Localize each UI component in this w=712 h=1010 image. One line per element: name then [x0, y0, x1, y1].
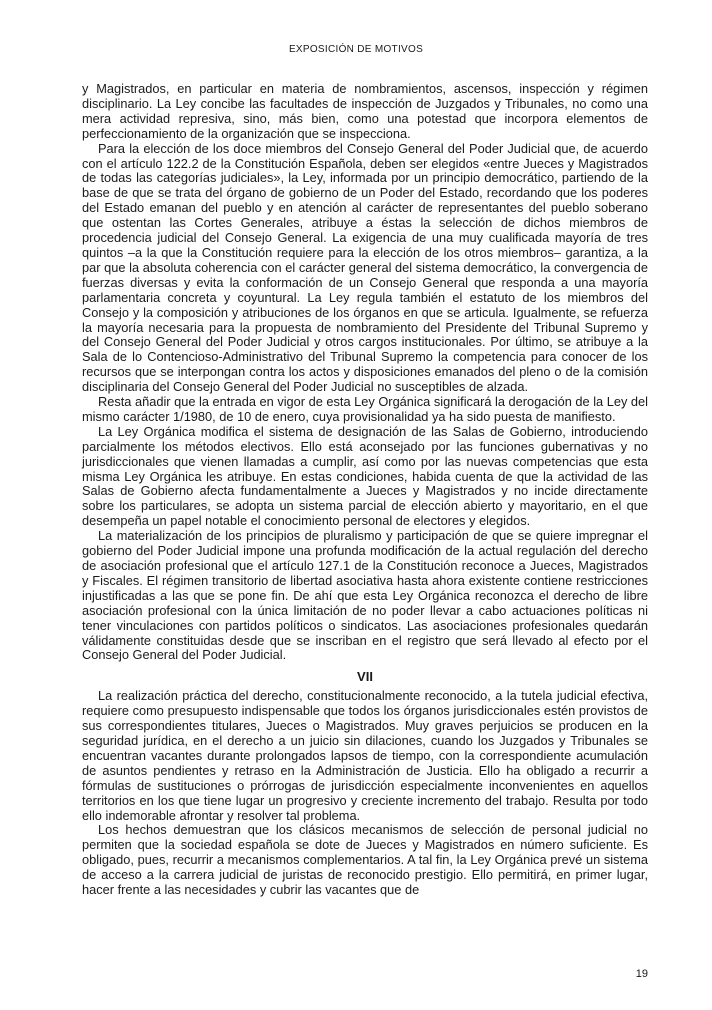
running-header: EXPOSICIÓN DE MOTIVOS [288, 44, 424, 55]
paragraph: Para la elección de los doce miembros del Consejo General del Poder Judicial que, de acuerdo con el artículo 122.2 de la Constitución Española, deben ser elegidos «entre Jueces y Magistrados de todas las categorías judiciales», la Ley, informada por un principio democrático, partiendo de la base de que se trata del órgano de gobierno de un Poder del Estado, recordando que los poderes del Estado emanan del pueblo y en atención al carácter de representantes del pueblo soberano que ostentan las Cortes Generales, atribuye a éstas la selección de dichos miembros de procedencia judicial del Consejo General. La exigencia de una muy cualificada mayoría de tres quintos –a la que la Constitución requiere para la elección de los otros miembros– garantiza, a la par que la absoluta coherencia con el carácter general del sistema democrático, la convergencia de fuerzas diversas y evita la conformación de un Consejo General que responda a una mayoría parlamentaria concreta y coyuntural. La Ley regula también el estatuto de los miembros del Consejo y la composición y atribuciones de los órganos en que se articula. Igualmente, se refuerza la mayoría necesaria para la propuesta de nombramiento del Presidente del Tribunal Supremo y del Consejo General del Poder Judicial y otros cargos institucionales. Por último, se atribuye a la Sala de lo Contencioso-Administrativo del Tribunal Supremo la competencia para conocer de los recursos que se interpongan contra los actos y disposiciones emanados del pleno o de la comisión disciplinaria del Consejo General del Poder Judicial no susceptibles de alzada. [82, 140, 648, 395]
section-heading: VII [357, 669, 373, 685]
paragraph: Resta añadir que la entrada en vigor de esta Ley Orgánica significará la derogación de la Ley del mismo carácter 1/1980, de 10 de enero, cuya provisionalidad ya ha sido puesta de manifiesto. [82, 394, 648, 424]
paragraph: Los hechos demuestran que los clásicos mecanismos de selección de personal judicial no permiten que la sociedad española se dote de Jueces y Magistrados en número suficiente. Es obligado, pues, recurrir a mecanismos complementarios. A tal fin, la Ley Orgánica prevé un sistema de acceso a la carrera judicial de juristas de reconocido prestigio. Ello permitirá, en primer lugar, hacer frente a las necesidades y cubrir las vacantes que de [82, 822, 648, 898]
page-number: 19 [635, 968, 648, 980]
paragraph: La realización práctica del derecho, constitucionalmente reconocido, a la tutela judicial efectiva, requiere como presupuesto indispensable que todos los órganos jurisdiccionales estén provistos de sus correspondientes titulares, Jueces o Magistrados. Muy graves perjuicios se producen en la seguridad jurídica, en el derecho a un juicio sin dilaciones, cuando los Juzgados y Tribunales se encuentran vacantes durante prolongados lapsos de tiempo, con la correspondiente acumulación de asuntos pendientes y retraso en la Administración de Justicia. Ello ha obligado a recurrir a fórmulas de sustituciones o prórrogas de jurisdicción especialmente inconvenientes en aquellos territorios en los que tiene lugar un progresivo y creciente incremento del trabajo. Resulta por todo ello indemorable afrontar y resolver tal problema. [82, 688, 648, 823]
body-text [82, 82, 648, 898]
paragraph: y Magistrados, en particular en materia de nombramientos, ascensos, inspección y régimen disciplinario. La Ley concibe las facultades de inspección de Juzgados y Tribunales, no como una mera actividad represiva, sino, más bien, como una potestad que incorpora elementos de perfeccionamiento de la organización que se inspecciona. [82, 81, 648, 141]
paragraph: La Ley Orgánica modifica el sistema de designación de las Salas de Gobierno, introduciendo parcialmente los métodos electivos. Ello está aconsejado por las funciones gubernativas y no jurisdiccionales que vienen llamadas a cumplir, así como por las nuevas competencias que esta misma Ley Orgánica les atribuye. En estas condiciones, habida cuenta de que la actividad de las Salas de Gobierno afecta fundamentalmente a Jueces y Magistrados y no incide directamente sobre los particulares, se adopta un sistema parcial de elección abierto y mayoritario, en el que desempeña un papel notable el conocimiento personal de electores y elegidos. [82, 423, 648, 529]
paragraph: La materialización de los principios de pluralismo y participación de que se quiere impregnar el gobierno del Poder Judicial impone una profunda modificación de la actual regulación del derecho de asociación profesional que el artículo 127.1 de la Constitución reconoce a Jueces, Magistrados y Fiscales. El régimen transitorio de libertad asociativa hasta ahora existente contiene restricciones injustificadas a las que se pone fin. De ahí que esta Ley Orgánica reconozca el derecho de libre asociación profesional con la única limitación de no poder llevar a cabo actuaciones políticas ni tener vinculaciones con partidos políticos o sindicatos. Las asociaciones profesionales quedarán válidamente constituidas desde que se inscriban en el registro que será llevado al efecto por el Consejo General del Poder Judicial. [82, 528, 648, 663]
